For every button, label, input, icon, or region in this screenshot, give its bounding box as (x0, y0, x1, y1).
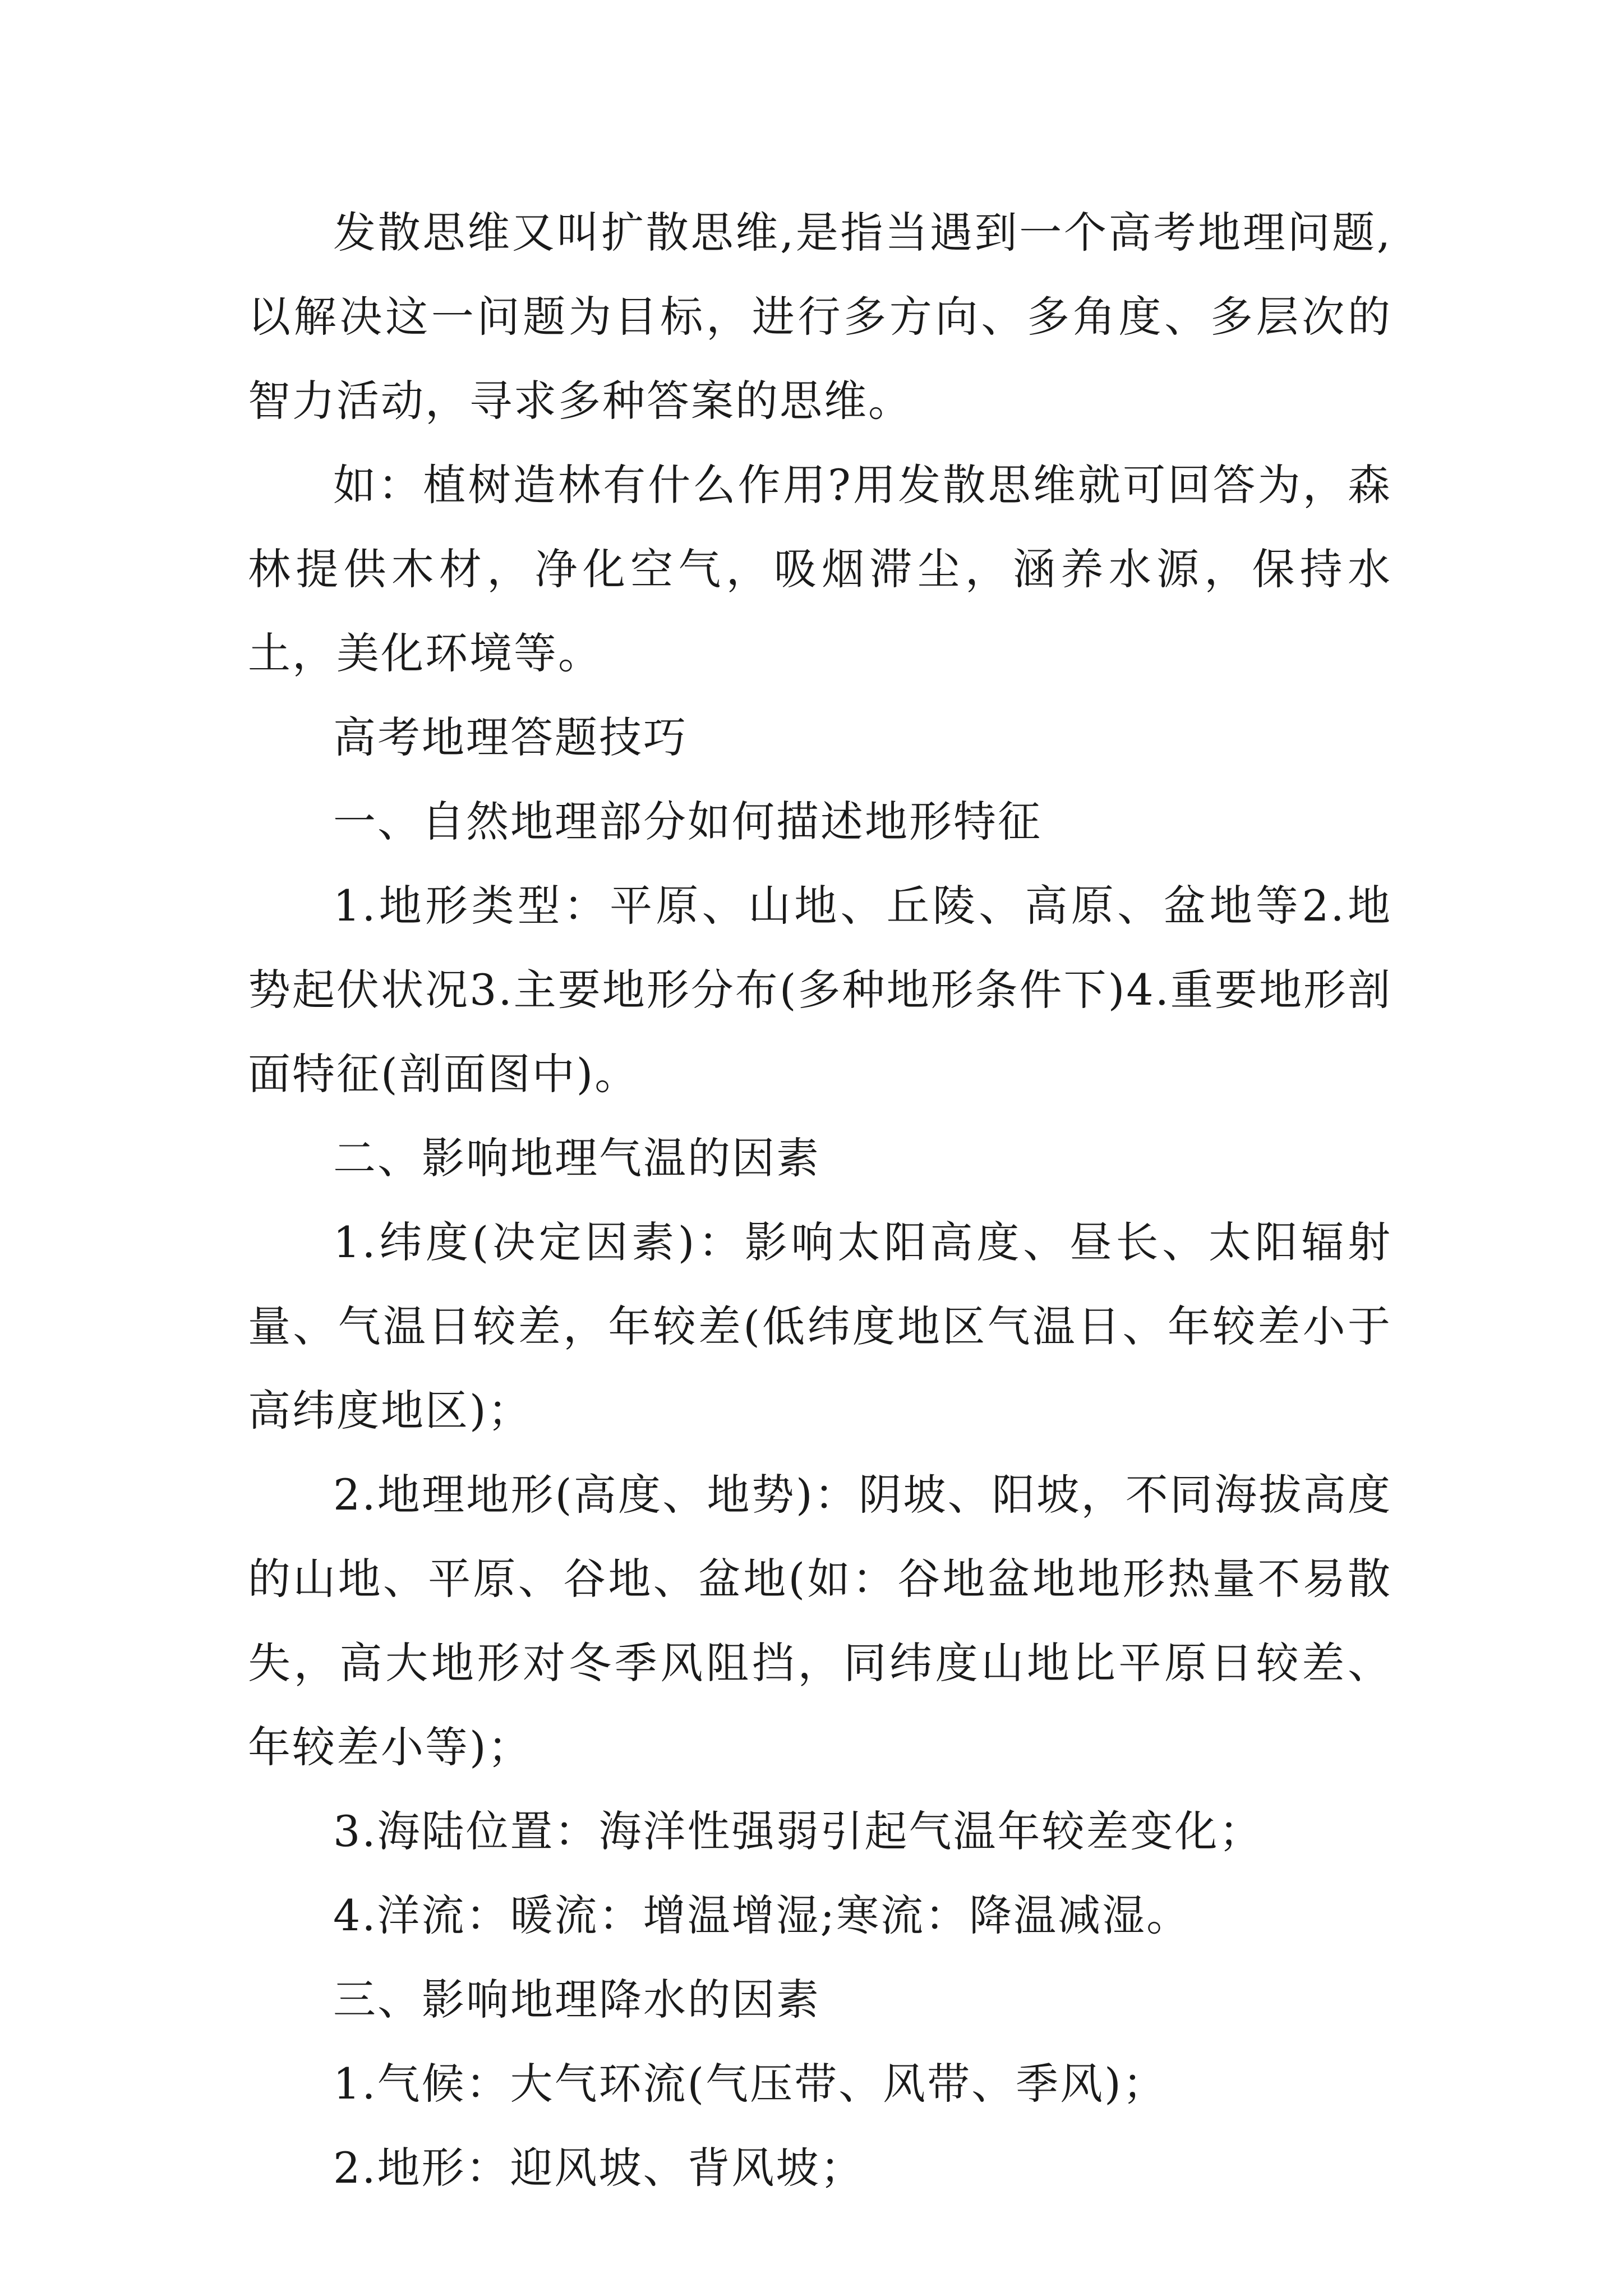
section-heading-precipitation-factors: 三、影响地理降水的因素 (333, 1975, 820, 2024)
paragraph-slope-factor: 2.地形：迎风坡、背风坡； (333, 2143, 865, 2193)
section-heading-terrain-features: 一、自然地理部分如何描述地形特征 (333, 797, 1042, 846)
paragraph-terrain-points: 1.地形类型：平原、山地、丘陵、高原、盆地等2.地势起伏状况3.主要地形分布(多种地形条件下)4.重要地形剖面特征(剖面图中)。 (248, 881, 1392, 1099)
paragraph-afforestation-example: 如：植树造林有什么作用?用发散思维就可回答为，森林提供木材，净化空气，吸烟滞尘，涵养水源，保持水土，美化环境等。 (248, 460, 1392, 678)
paragraph-climate-factor: 1.气候：大气环流(气压带、风带、季风)； (333, 2059, 1167, 2109)
paragraph-land-sea-factor: 3.海陆位置：海洋性强弱引起气温年较差变化； (333, 1806, 1264, 1856)
paragraph-latitude-factor: 1.纬度(决定因素)：影响太阳高度、昼长、太阳辐射量、气温日较差，年较差(低纬度地区气温日、年较差小于高纬度地区)； (248, 1217, 1392, 1435)
document-body (248, 191, 1392, 2210)
section-heading-answer-tips: 高考地理答题技巧 (333, 712, 688, 762)
section-heading-temperature-factors: 二、影响地理气温的因素 (333, 1133, 820, 1183)
paragraph-divergent-thinking-definition: 发散思维又叫扩散思维,是指当遇到一个高考地理问题,以解决这一问题为目标，进行多方向、多角度、多层次的智力活动，寻求多种答案的思维。 (248, 208, 1392, 426)
paragraph-ocean-current-factor: 4.洋流：暖流：增温增湿;寒流：降温减湿。 (333, 1890, 1191, 1940)
paragraph-terrain-factor: 2.地理地形(高度、地势)：阴坡、阳坡，不同海拔高度的山地、平原、谷地、盆地(如：谷地盆地地形热量不易散失，高大地形对冬季风阻挡，同纬度山地比平原日较差、年较差小等)； (248, 1470, 1392, 1772)
